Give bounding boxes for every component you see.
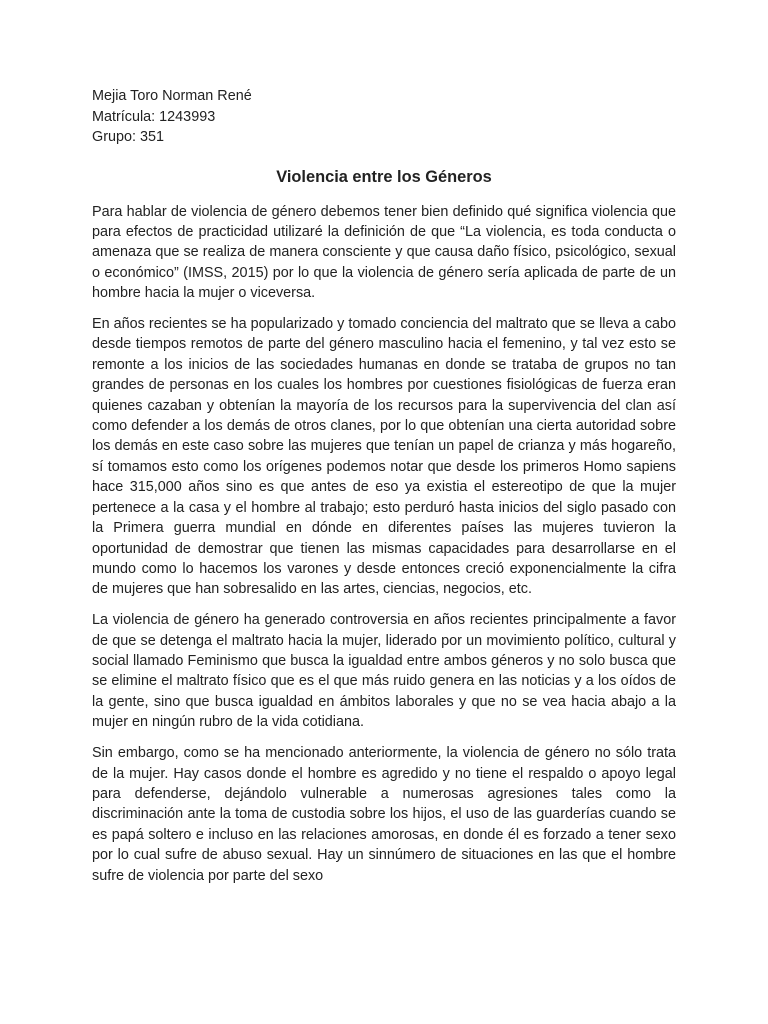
author-header	[92, 86, 676, 148]
group-number: Grupo: 351	[92, 129, 165, 145]
author-name: Mejia Toro Norman René	[92, 88, 252, 104]
paragraph: La violencia de género ha generado controversia en años recientes principalmente a favor de que se detenga el maltrato hacia la mujer, liderado por un movimiento político, cultural y social llamado Feminismo que busca la igualdad entre ambos géneros y no solo busca que se elimine el maltrato físico que es el que más ruido genera en las noticias y a los oídos de la gente, sino que busca igualdad en ámbitos laborales y que no se vea hacia abajo a la mujer en ningún rubro de la vida cotidiana.	[92, 612, 676, 731]
paragraph: Sin embargo, como se ha mencionado anteriormente, la violencia de género no sólo trata de la mujer. Hay casos donde el hombre es agredido y no tiene el respaldo o apoyo legal para defenderse, dejándolo vulnerable a numerosas agresiones tales como la discriminación ante la toma de custodia sobre los hijos, el uso de las guarderías cuando se es papá soltero e incluso en las relaciones amorosas, en donde él es forzado a tener sexo por lo cual sufre de abuso sexual. Hay un sinnúmero de situaciones en las que el hombre sufre de violencia por parte del sexo	[92, 745, 676, 884]
student-id: Matrícula: 1243993	[92, 108, 216, 125]
document-title: Violencia entre los Géneros	[276, 167, 492, 186]
paragraph: Para hablar de violencia de género debemos tener bien definido qué significa violencia que para efectos de practicidad utilizaré la definición de que “La violencia, es toda conducta o amenaza que se realiza de manera consciente y que causa daño físico, psicológico, sexual o económico” (IMSS, 2015) por lo que la violencia de género sería aplicada de parte de un hombre hacia la mujer o viceversa.	[92, 203, 676, 302]
paragraph: En años recientes se ha popularizado y tomado conciencia del maltrato que se lleva a cabo desde tiempos remotos de parte del género masculino hacia el femenino, y tal vez esto se remonte a los inicios de las sociedades humanas en donde se trataba de grupos no tan grandes de personas en los cuales los hombres por cuestiones fisiológicas de fuerza eran quienes cazaban y obtenían la mayoría de los recursos para la supervivencia del clan así como defender a los demás de otros clanes, por lo que obtenían una cierta autoridad sobre los demás en este caso sobre las mujeres que tenían un papel de crianza y más hogareño, sí tomamos esto como los orígenes podemos notar que desde los primeros Homo sapiens hace 315,000 años sino es que antes de eso ya existia el estereotipo de que la mujer pertenece a la casa y el hombre al trabajo; esto perduró hasta inicios del siglo pasado con la Primera guerra mundial en dónde en diferentes países las mujeres tuvieron la oportunidad de demostrar que tienen las mismas capacidades para desarrollarse en el mundo como lo hacemos los varones y desde entonces creció exponencialmente la cifra de mujeres que han sobresalido en las artes, ciencias, negocios, etc.	[92, 316, 676, 598]
document-body	[92, 202, 676, 887]
